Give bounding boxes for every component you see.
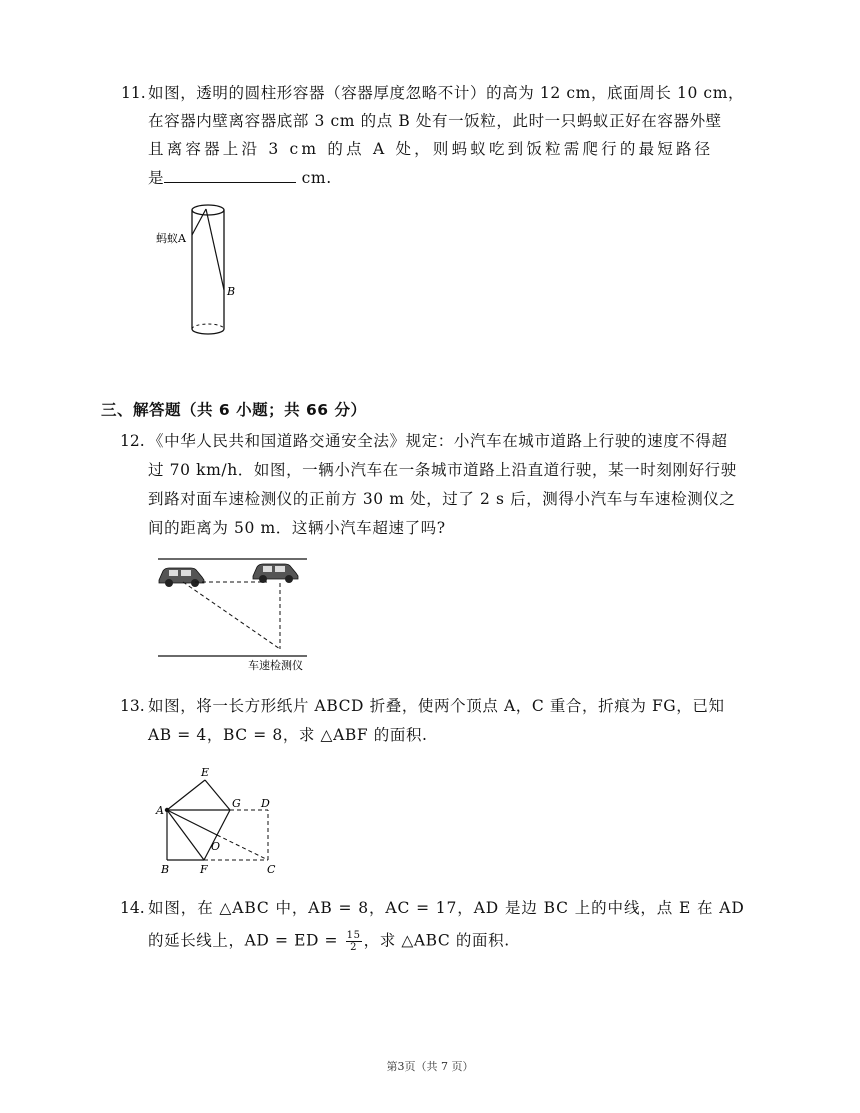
fraction-numerator: 15	[346, 930, 361, 941]
cylinder-bottom-front	[192, 329, 224, 334]
label-f: F	[200, 863, 208, 876]
diagonal-oc-dashed	[217, 835, 268, 860]
label-o: O	[211, 840, 221, 853]
question-14-line-2	[148, 930, 510, 953]
section-3-heading: 三、解答题（共 6 小题；共 66 分）	[101, 401, 367, 419]
segment-af	[167, 810, 204, 860]
answer-prefix: 是	[148, 169, 165, 187]
question-11-line-2: 在容器内壁离容器底部 3 cm 的点 B 处有一饭粒，此时一只蚂蚁正好在容器外壁	[148, 112, 722, 130]
answer-blank[interactable]	[164, 168, 296, 183]
distance-dashed-line	[183, 582, 280, 649]
car-icon-first	[159, 568, 204, 587]
label-b: B	[227, 285, 236, 298]
ant-path-down	[206, 209, 224, 290]
question-14-number: 14.	[120, 899, 145, 917]
question-12-line-2: 过 70 km/h．如图，一辆小汽车在一条城市道路上沿直道行驶，某一时刻刚好行驶	[148, 461, 737, 479]
point-a-dot	[165, 808, 169, 812]
label-ant-a: 蚂蚁A	[156, 232, 186, 245]
answer-unit: cm.	[296, 169, 332, 187]
line-2-prefix: 的延长线上，AD = ED =	[148, 931, 344, 950]
label-b: B	[161, 863, 170, 876]
question-11-line-3: 且离容器上沿 3 cm 的点 A 处，则蚂蚁吃到饭粒需爬行的最短路径	[148, 140, 714, 158]
folded-rectangle-figure	[155, 762, 295, 877]
diagonal-ao	[167, 810, 217, 835]
question-14-line-1: 如图，在 △ABC 中，AB = 8，AC = 17，AD 是边 BC 上的中线，点 E 在 AD	[148, 899, 745, 917]
label-c: C	[267, 863, 276, 876]
cylinder-top-ellipse	[192, 205, 224, 215]
question-11-number: 11.	[121, 84, 146, 102]
line-2-suffix: ，求 △ABC 的面积.	[363, 931, 510, 950]
label-g: G	[232, 797, 241, 810]
question-13-line-2: AB = 4，BC = 8，求 △ABF 的面积.	[148, 726, 428, 744]
cylinder-bottom-back	[192, 324, 224, 329]
label-a: A	[156, 804, 164, 817]
question-12-line-3: 到路对面车速检测仪的正前方 30 m 处，过了 2 s 后，测得小汽车与车速检测仪之	[148, 490, 736, 508]
question-11-line-1: 如图，透明的圆柱形容器（容器厚度忽略不计）的高为 12 cm，底面周长 10 cm，	[148, 84, 745, 102]
question-13-line-1: 如图，将一长方形纸片 ABCD 折叠，使两个顶点 A，C 重合，折痕为 FG，已知	[148, 697, 725, 715]
question-11-line-4	[148, 168, 332, 188]
question-12-line-1: 《中华人民共和国道路交通安全法》规定：小汽车在城市道路上行驶的速度不得超	[148, 432, 728, 450]
question-12-line-4: 间的距离为 50 m．这辆小汽车超速了吗?	[148, 519, 446, 537]
car-speed-figure	[155, 556, 325, 676]
car-icon-second	[253, 564, 298, 583]
cylinder-figure	[150, 198, 270, 348]
page-footer: 第3页（共 7 页）	[386, 1060, 474, 1073]
label-d: D	[261, 797, 270, 810]
question-12-number: 12.	[120, 432, 145, 450]
label-e: E	[201, 766, 210, 779]
side-ae	[167, 780, 205, 810]
label-speed-detector: 车速检测仪	[248, 659, 303, 672]
fraction-15-over-2	[346, 930, 362, 953]
side-eg	[205, 780, 230, 810]
fraction-denominator: 2	[350, 942, 358, 953]
question-13-number: 13.	[120, 697, 145, 715]
